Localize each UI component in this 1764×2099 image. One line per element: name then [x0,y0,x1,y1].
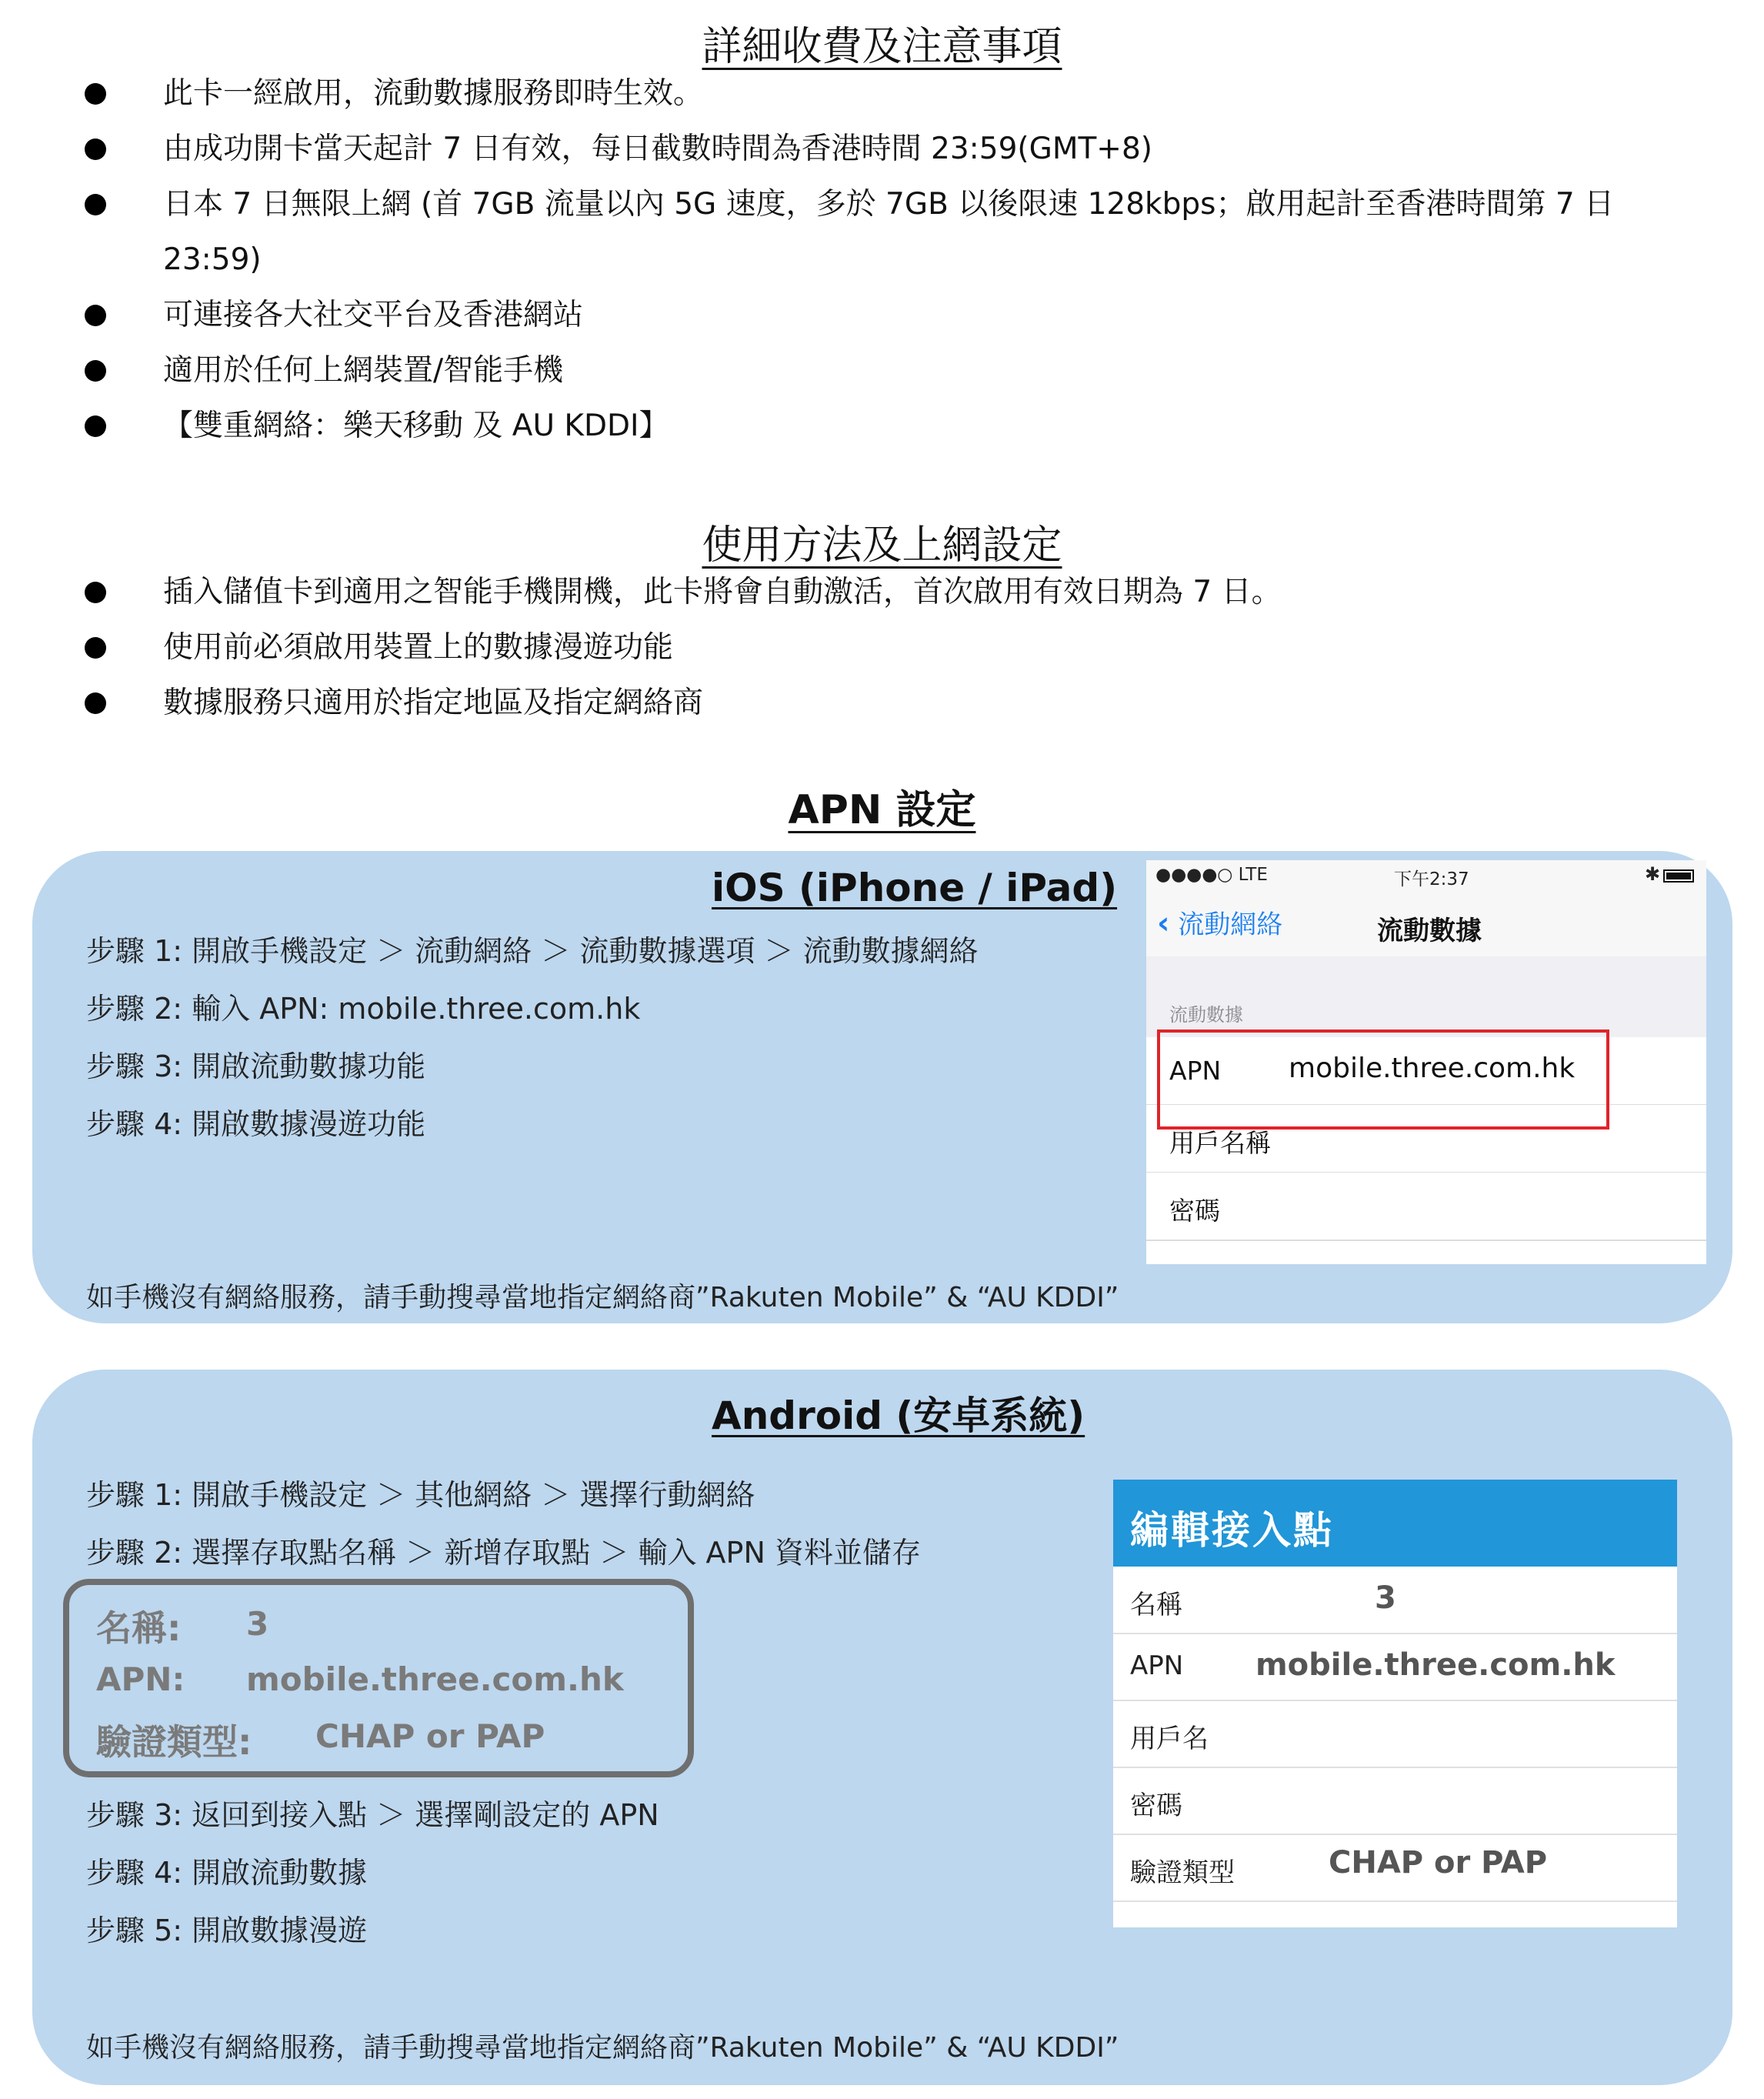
apn-details-box [63,1579,694,1777]
signal-indicator: ●●●●○ LTE [1155,865,1268,885]
android-step-5: 步驟 5: 開啟數據漫遊 [86,1914,368,1947]
field-label: 名稱 [1130,1590,1182,1620]
apn-highlight-box [1157,1029,1609,1130]
field-value: 3 [1375,1580,1396,1616]
edit-apn-header [1113,1480,1677,1567]
back-label: 流動網絡 [1178,909,1283,940]
name-label: 名稱: [96,1607,182,1649]
list-item: 使用前必須啟用裝置上的數據漫遊功能 [163,630,674,665]
android-title: Android (安卓系統) [712,1393,1085,1438]
list-item-continuation: 23:59) [163,242,262,277]
apn-field-row[interactable] [1113,1767,1677,1835]
group-label: 流動數據 [1169,1004,1243,1026]
section-title-usage: 使用方法及上網設定 [702,522,1062,569]
android-apn-screenshot [1113,1480,1677,1927]
android-network-note: 如手機沒有網絡服務，請手動搜尋當地指定網絡商”Rakuten Mobile” & “AU KDDI” [86,2032,1119,2064]
list-item: 可連接各大社交平台及香港網站 [163,298,584,332]
bluetooth-icon: ✱ [1645,863,1661,885]
ios-apn-screenshot [1146,860,1706,1264]
field-label: 密碼 [1130,1790,1182,1821]
name-value: 3 [246,1605,269,1643]
chevron-left-icon: ‹ [1157,906,1170,941]
ios-title: iOS (iPhone / iPad) [712,866,1118,910]
password-label: 密碼 [1169,1196,1220,1226]
bullet-dot [85,692,106,714]
list-item: 日本 7 日無限上網 (首 7GB 流量以內 5G 速度，多於 7GB 以後限速 128kbps；啟用起計至香港時間第 7 日 [163,187,1615,222]
apn-label: APN: [96,1660,185,1698]
apn-field-row[interactable] [1113,1633,1677,1701]
bullet-dot [85,415,106,437]
status-time: 下午2:37 [1394,869,1469,889]
list-item: 插入儲值卡到適用之智能手機開機，此卡將會自動激活，首次啟用有效日期為 7 日。 [163,575,1282,609]
ios-step-1: 步驟 1: 開啟手機設定 ＞ 流動網絡 ＞ 流動數據選項 ＞ 流動數據網絡 [86,934,979,968]
auth-label: 驗證類型: [96,1721,252,1763]
section-title-charges: 詳細收費及注意事項 [702,24,1062,70]
apn-title: APN 設定 [788,787,976,833]
apn-field-row[interactable] [1113,1700,1677,1768]
apn-field-row[interactable] [1113,1834,1677,1902]
battery-icon [1663,869,1694,883]
ios-network-note: 如手機沒有網絡服務，請手動搜尋當地指定網絡商”Rakuten Mobile” & “AU KDDI” [86,1282,1119,1313]
apn-label: APN [1169,1056,1222,1086]
field-label: 用戶名 [1130,1724,1209,1754]
settings-group-header [1146,956,1706,1037]
ios-status-bar [1146,860,1706,891]
bullet-dot [85,360,106,382]
ios-step-3: 步驟 3: 開啟流動數據功能 [86,1050,426,1083]
bullet-dot [85,194,106,215]
ios-nav-bar [1146,891,1706,958]
list-item: 【雙重網絡：樂天移動 及 AU KDDI】 [163,409,669,443]
apn-value: mobile.three.com.hk [1289,1053,1576,1084]
apn-field-row[interactable] [1113,1567,1677,1634]
bullet-dot [85,582,106,603]
auth-value: CHAP or PAP [315,1717,545,1755]
apn-value: mobile.three.com.hk [246,1660,624,1698]
android-step-4: 步驟 4: 開啟流動數據 [86,1856,368,1890]
android-step-1: 步驟 1: 開啟手機設定 ＞ 其他網絡 ＞ 選擇行動網絡 [86,1478,755,1512]
field-label: APN [1130,1650,1184,1681]
bullet-dot [85,83,106,105]
list-item: 適用於任何上網裝置/智能手機 [163,353,564,388]
ios-step-4: 步驟 4: 開啟數據漫遊功能 [86,1107,426,1141]
list-item: 由成功開卡當天起計 7 日有效，每日截數時間為香港時間 23:59(GMT+8) [163,132,1153,166]
field-value: CHAP or PAP [1329,1845,1548,1880]
bullet-dot [85,305,106,326]
field-value: mobile.three.com.hk [1255,1647,1616,1683]
bullet-dot [85,637,106,659]
nav-title: 流動數據 [1377,916,1482,946]
bullet-dot [85,138,106,160]
password-row[interactable] [1146,1173,1706,1241]
field-label: 驗證類型 [1130,1857,1235,1888]
android-step-2: 步驟 2: 選擇存取點名稱 ＞ 新增存取點 ＞ 輸入 APN 資料並儲存 [86,1536,921,1570]
edit-apn-title: 編輯接入點 [1130,1508,1334,1553]
list-item: 數據服務只適用於指定地區及指定網絡商 [163,686,704,720]
back-button[interactable] [1157,903,1282,941]
android-step-3: 步驟 3: 返回到接入點 ＞ 選擇剛設定的 APN [86,1798,659,1832]
username-label: 用戶名稱 [1169,1128,1271,1158]
list-item: 此卡一經啟用，流動數據服務即時生效。 [163,76,704,111]
ios-step-2: 步驟 2: 輸入 APN: mobile.three.com.hk [86,992,641,1026]
